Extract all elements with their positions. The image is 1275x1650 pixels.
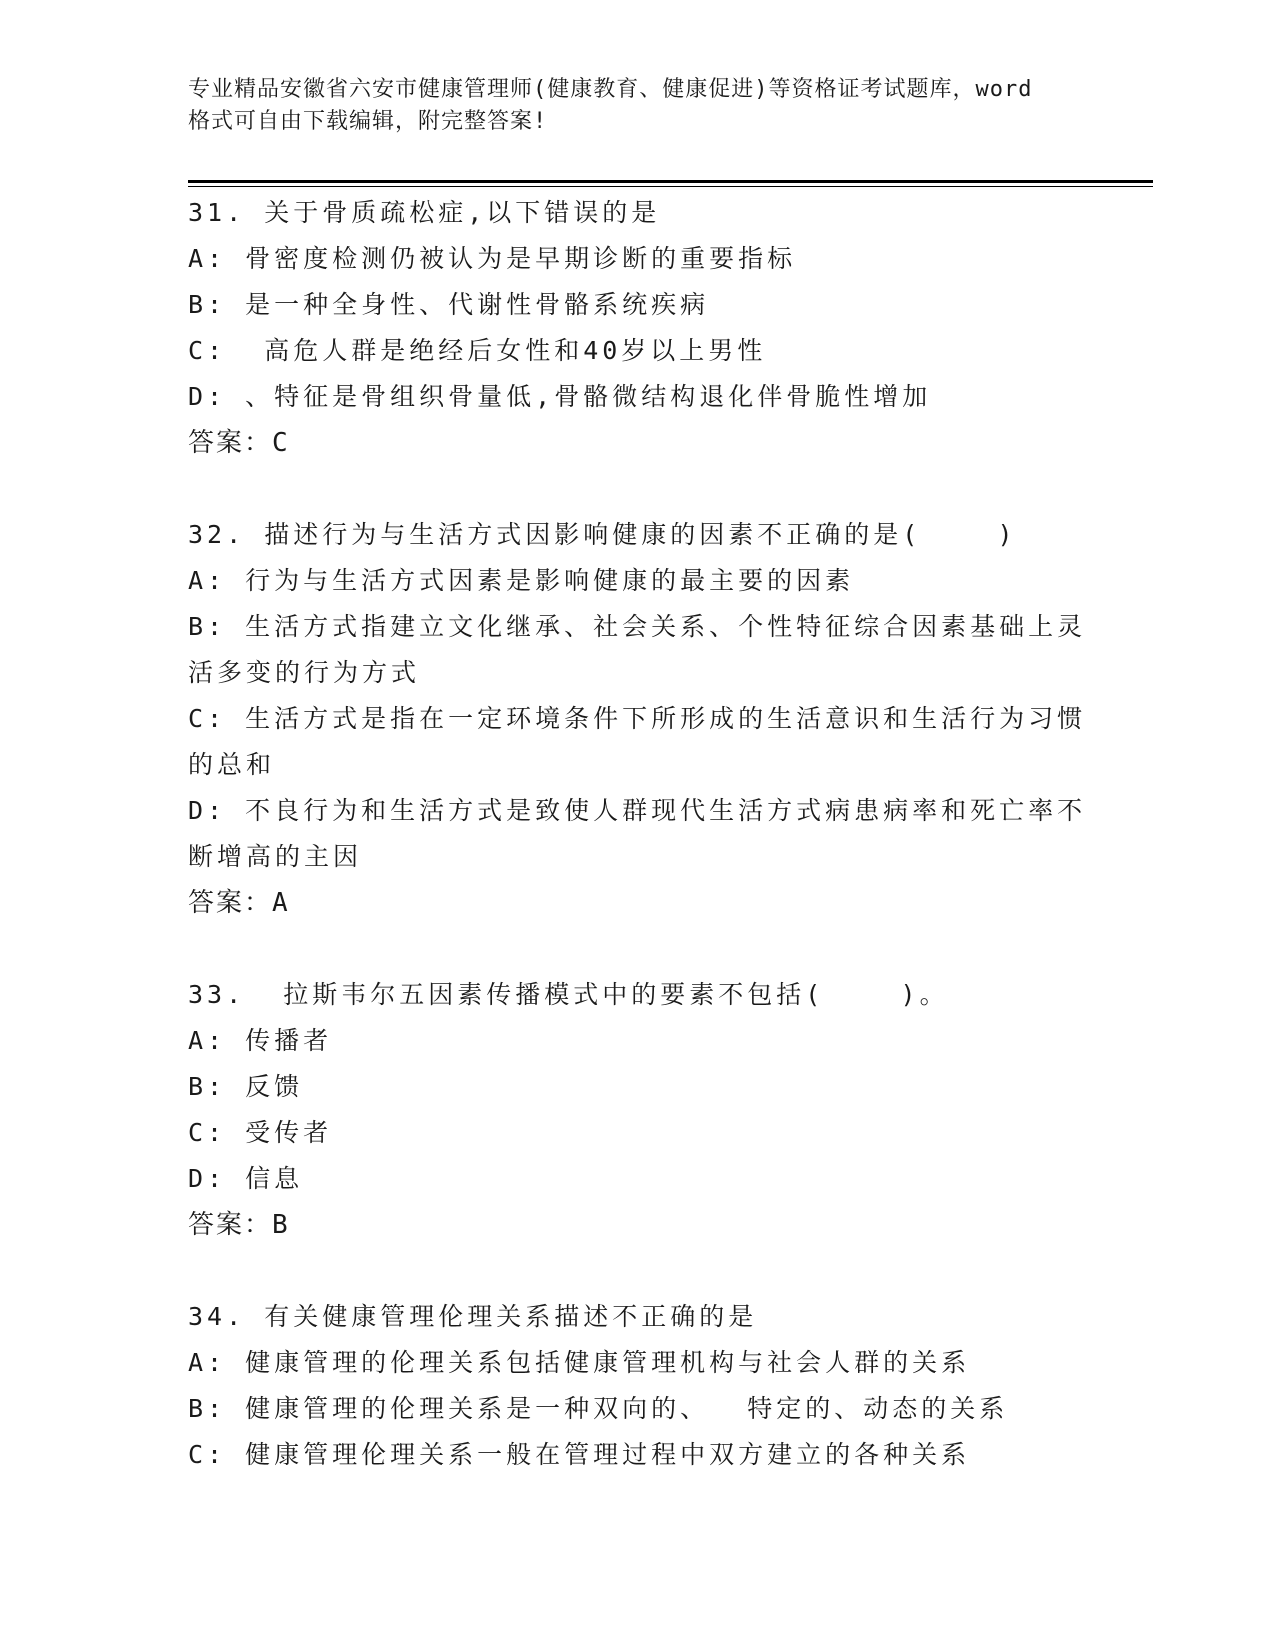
answer-line: 答案：B (188, 1210, 290, 1240)
answer-line: 答案：A (188, 888, 290, 918)
answer-line: 答案：C (188, 428, 290, 458)
option-b: B: 是一种全身性、代谢性骨骼系统疾病 (188, 290, 710, 319)
option-c: C: 高危人群是绝经后女性和40岁以上男性 (188, 336, 767, 365)
question-title: 32. 描述行为与生活方式因影响健康的因素不正确的是( ) (188, 520, 1017, 549)
question-32 (188, 512, 1088, 926)
option-a: A: 传播者 (188, 1026, 333, 1055)
option-c: C: 生活方式是指在一定环境条件下所形成的生活意识和生活行为习惯 (188, 704, 1087, 733)
option-d: D: 、特征是骨组织骨量低,骨骼微结构退化伴骨脆性增加 (188, 382, 932, 411)
option-c: C: 健康管理伦理关系一般在管理过程中双方建立的各种关系 (188, 1440, 971, 1469)
question-title: 34. 有关健康管理伦理关系描述不正确的是 (188, 1302, 758, 1331)
option-a: A: 骨密度检测仍被认为是早期诊断的重要指标 (188, 244, 797, 273)
question-title: 33. 拉斯韦尔五因素传播模式中的要素不包括( )。 (188, 980, 949, 1009)
option-a: A: 健康管理的伦理关系包括健康管理机构与社会人群的关系 (188, 1348, 971, 1377)
option-c: C: 受传者 (188, 1118, 333, 1147)
option-b-continuation: 活多变的行为方式 (188, 658, 421, 687)
header-line-2: 格式可自由下载编辑，附完整答案! (188, 109, 548, 134)
question-31 (188, 190, 1088, 466)
question-34 (188, 1294, 1088, 1478)
option-d: D: 不良行为和生活方式是致使人群现代生活方式病患病率和死亡率不 (188, 796, 1087, 825)
header-rule-thin (188, 186, 1153, 187)
option-b: B: 健康管理的伦理关系是一种双向的、 特定的、动态的关系 (188, 1394, 1009, 1423)
option-b: B: 反馈 (188, 1072, 304, 1101)
document-header (188, 74, 1088, 138)
option-c-continuation: 的总和 (188, 750, 276, 779)
question-33 (188, 972, 1088, 1248)
option-d: D: 信息 (188, 1164, 304, 1193)
header-rule-thick (188, 180, 1153, 183)
question-list (188, 190, 1088, 1524)
option-b: B: 生活方式指建立文化继承、社会关系、个性特征综合因素基础上灵 (188, 612, 1087, 641)
option-a: A: 行为与生活方式因素是影响健康的最主要的因素 (188, 566, 855, 595)
header-line-1: 专业精品安徽省六安市健康管理师(健康教育、健康促进)等资格证考试题库，word (188, 77, 1033, 102)
option-d-continuation: 断增高的主因 (188, 842, 363, 871)
question-title: 31. 关于骨质疏松症,以下错误的是 (188, 198, 661, 227)
